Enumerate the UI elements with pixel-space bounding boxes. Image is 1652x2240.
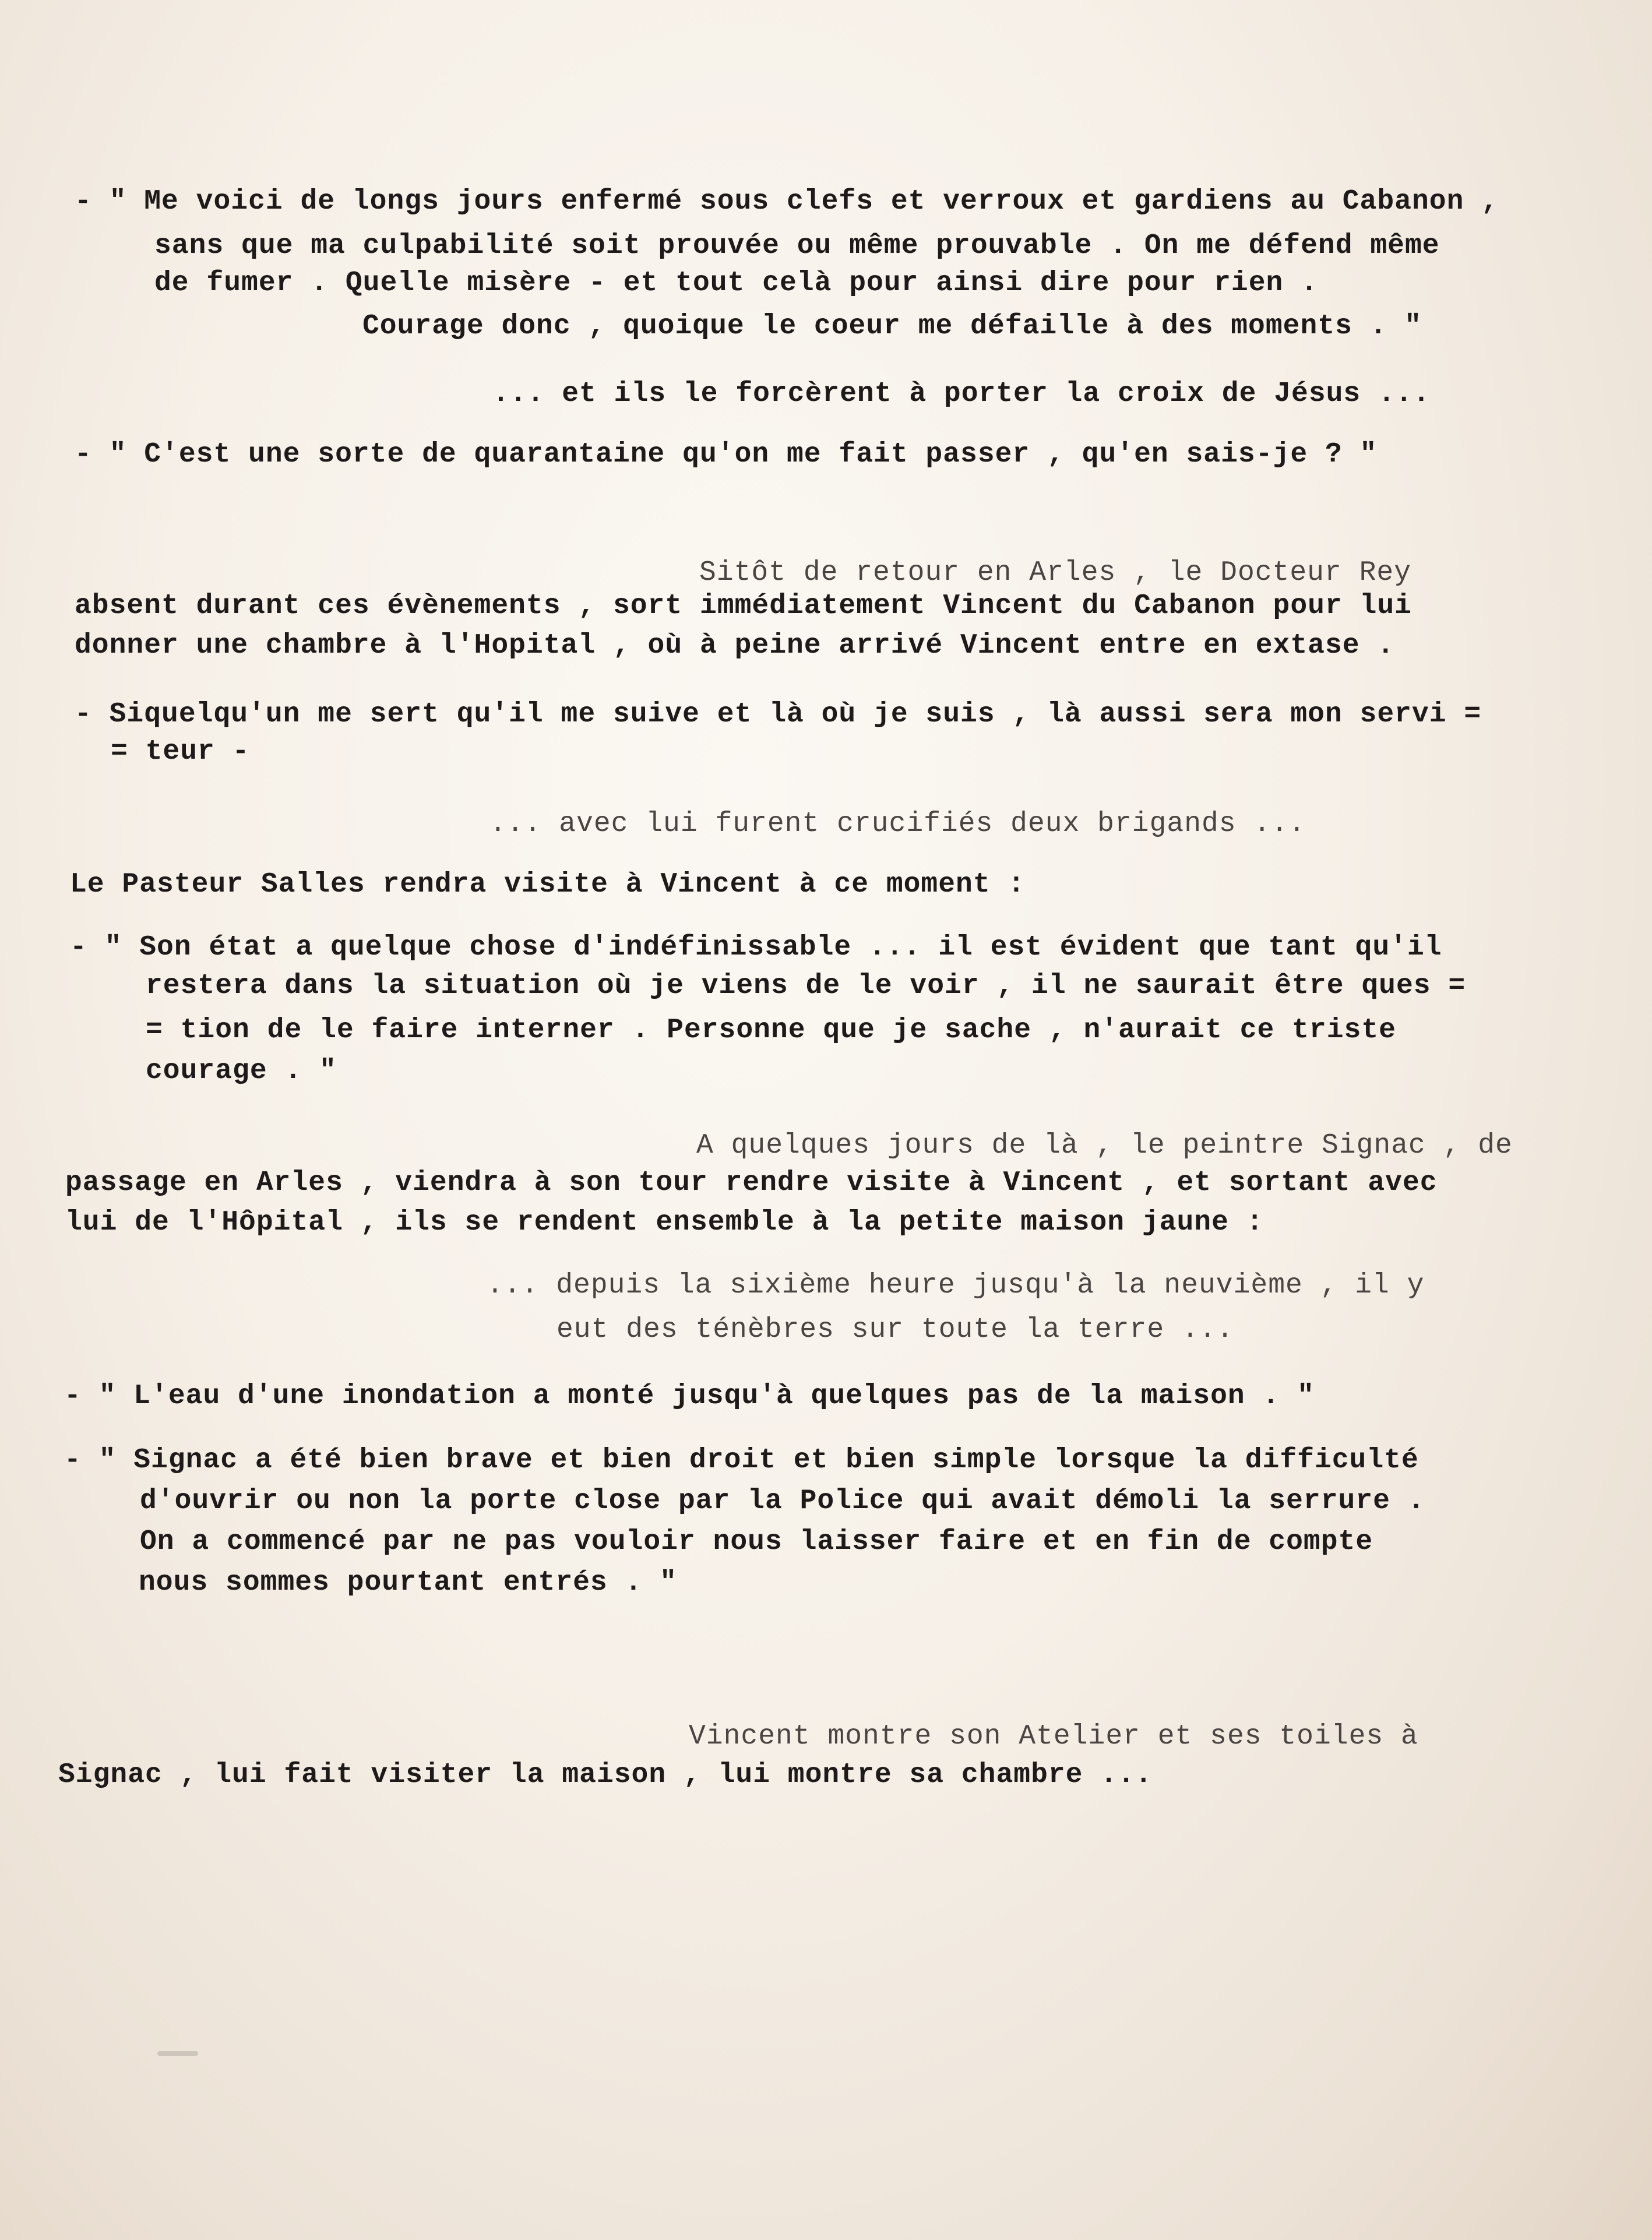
text-line: Le Pasteur Salles rendra visite à Vincent à ce moment : bbox=[70, 869, 1026, 900]
text-line: ... depuis la sixième heure jusqu'à la neuvième , il y bbox=[487, 1270, 1425, 1301]
text-line: - " Me voici de longs jours enfermé sous clefs et verroux et gardiens au Cabanon , bbox=[75, 186, 1499, 217]
text-line: lui de l'Hôpital , ils se rendent ensemble à la petite maison jaune : bbox=[65, 1207, 1264, 1238]
text-line: restera dans la situation où je viens de le voir , il ne saurait être ques = bbox=[146, 970, 1466, 1002]
text-line: = teur - bbox=[111, 736, 250, 767]
text-line: nous sommes pourtant entrés . " bbox=[139, 1567, 677, 1598]
text-line: - " L'eau d'une inondation a monté jusqu'à quelques pas de la maison . " bbox=[64, 1380, 1315, 1412]
text-line: Signac , lui fait visiter la maison , lui montre sa chambre ... bbox=[58, 1759, 1153, 1791]
text-line: On a commencé par ne pas vouloir nous laisser faire et en fin de compte bbox=[140, 1526, 1373, 1558]
text-line: absent durant ces évènements , sort immédiatement Vincent du Cabanon pour lui bbox=[75, 590, 1412, 622]
text-line: Sitôt de retour en Arles , le Docteur Rey bbox=[699, 557, 1411, 589]
ink-smudge bbox=[157, 2051, 198, 2056]
text-line: courage . " bbox=[146, 1055, 337, 1087]
text-line: = tion de le faire interner . Personne que je sache , n'aurait ce triste bbox=[146, 1015, 1396, 1046]
text-line: - " Son état a quelque chose d'indéfinissable ... il est évident que tant qu'il bbox=[70, 932, 1442, 963]
text-line: ... avec lui furent crucifiés deux brigands ... bbox=[489, 808, 1306, 840]
text-line: ... et ils le forcèrent à porter la croix de Jésus ... bbox=[492, 378, 1431, 410]
text-line: Vincent montre son Atelier et ses toiles à bbox=[689, 1721, 1418, 1752]
text-line: d'ouvrir ou non la porte close par la Police qui avait démoli la serrure . bbox=[140, 1485, 1425, 1517]
text-line: - " C'est une sorte de quarantaine qu'on me fait passer , qu'en sais-je ? " bbox=[75, 439, 1378, 470]
text-line: de fumer . Quelle misère - et tout celà pour ainsi dire pour rien . bbox=[154, 267, 1318, 299]
text-line: passage en Arles , viendra à son tour rendre visite à Vincent , et sortant avec bbox=[65, 1167, 1438, 1199]
text-line: - " Signac a été bien brave et bien droit et bien simple lorsque la difficulté bbox=[64, 1445, 1419, 1476]
text-line: A quelques jours de là , le peintre Signac , de bbox=[696, 1130, 1513, 1161]
text-line: sans que ma culpabilité soit prouvée ou même prouvable . On me défend même bbox=[154, 230, 1440, 262]
text-line: donner une chambre à l'Hopital , où à peine arrivé Vincent entre en extase . bbox=[75, 630, 1395, 661]
text-line: Courage donc , quoique le coeur me défaille à des moments . " bbox=[362, 311, 1422, 342]
text-line: - Siquelqu'un me sert qu'il me suive et là où je suis , là aussi sera mon servi = bbox=[75, 699, 1482, 730]
text-line: eut des ténèbres sur toute la terre ... bbox=[556, 1314, 1234, 1346]
